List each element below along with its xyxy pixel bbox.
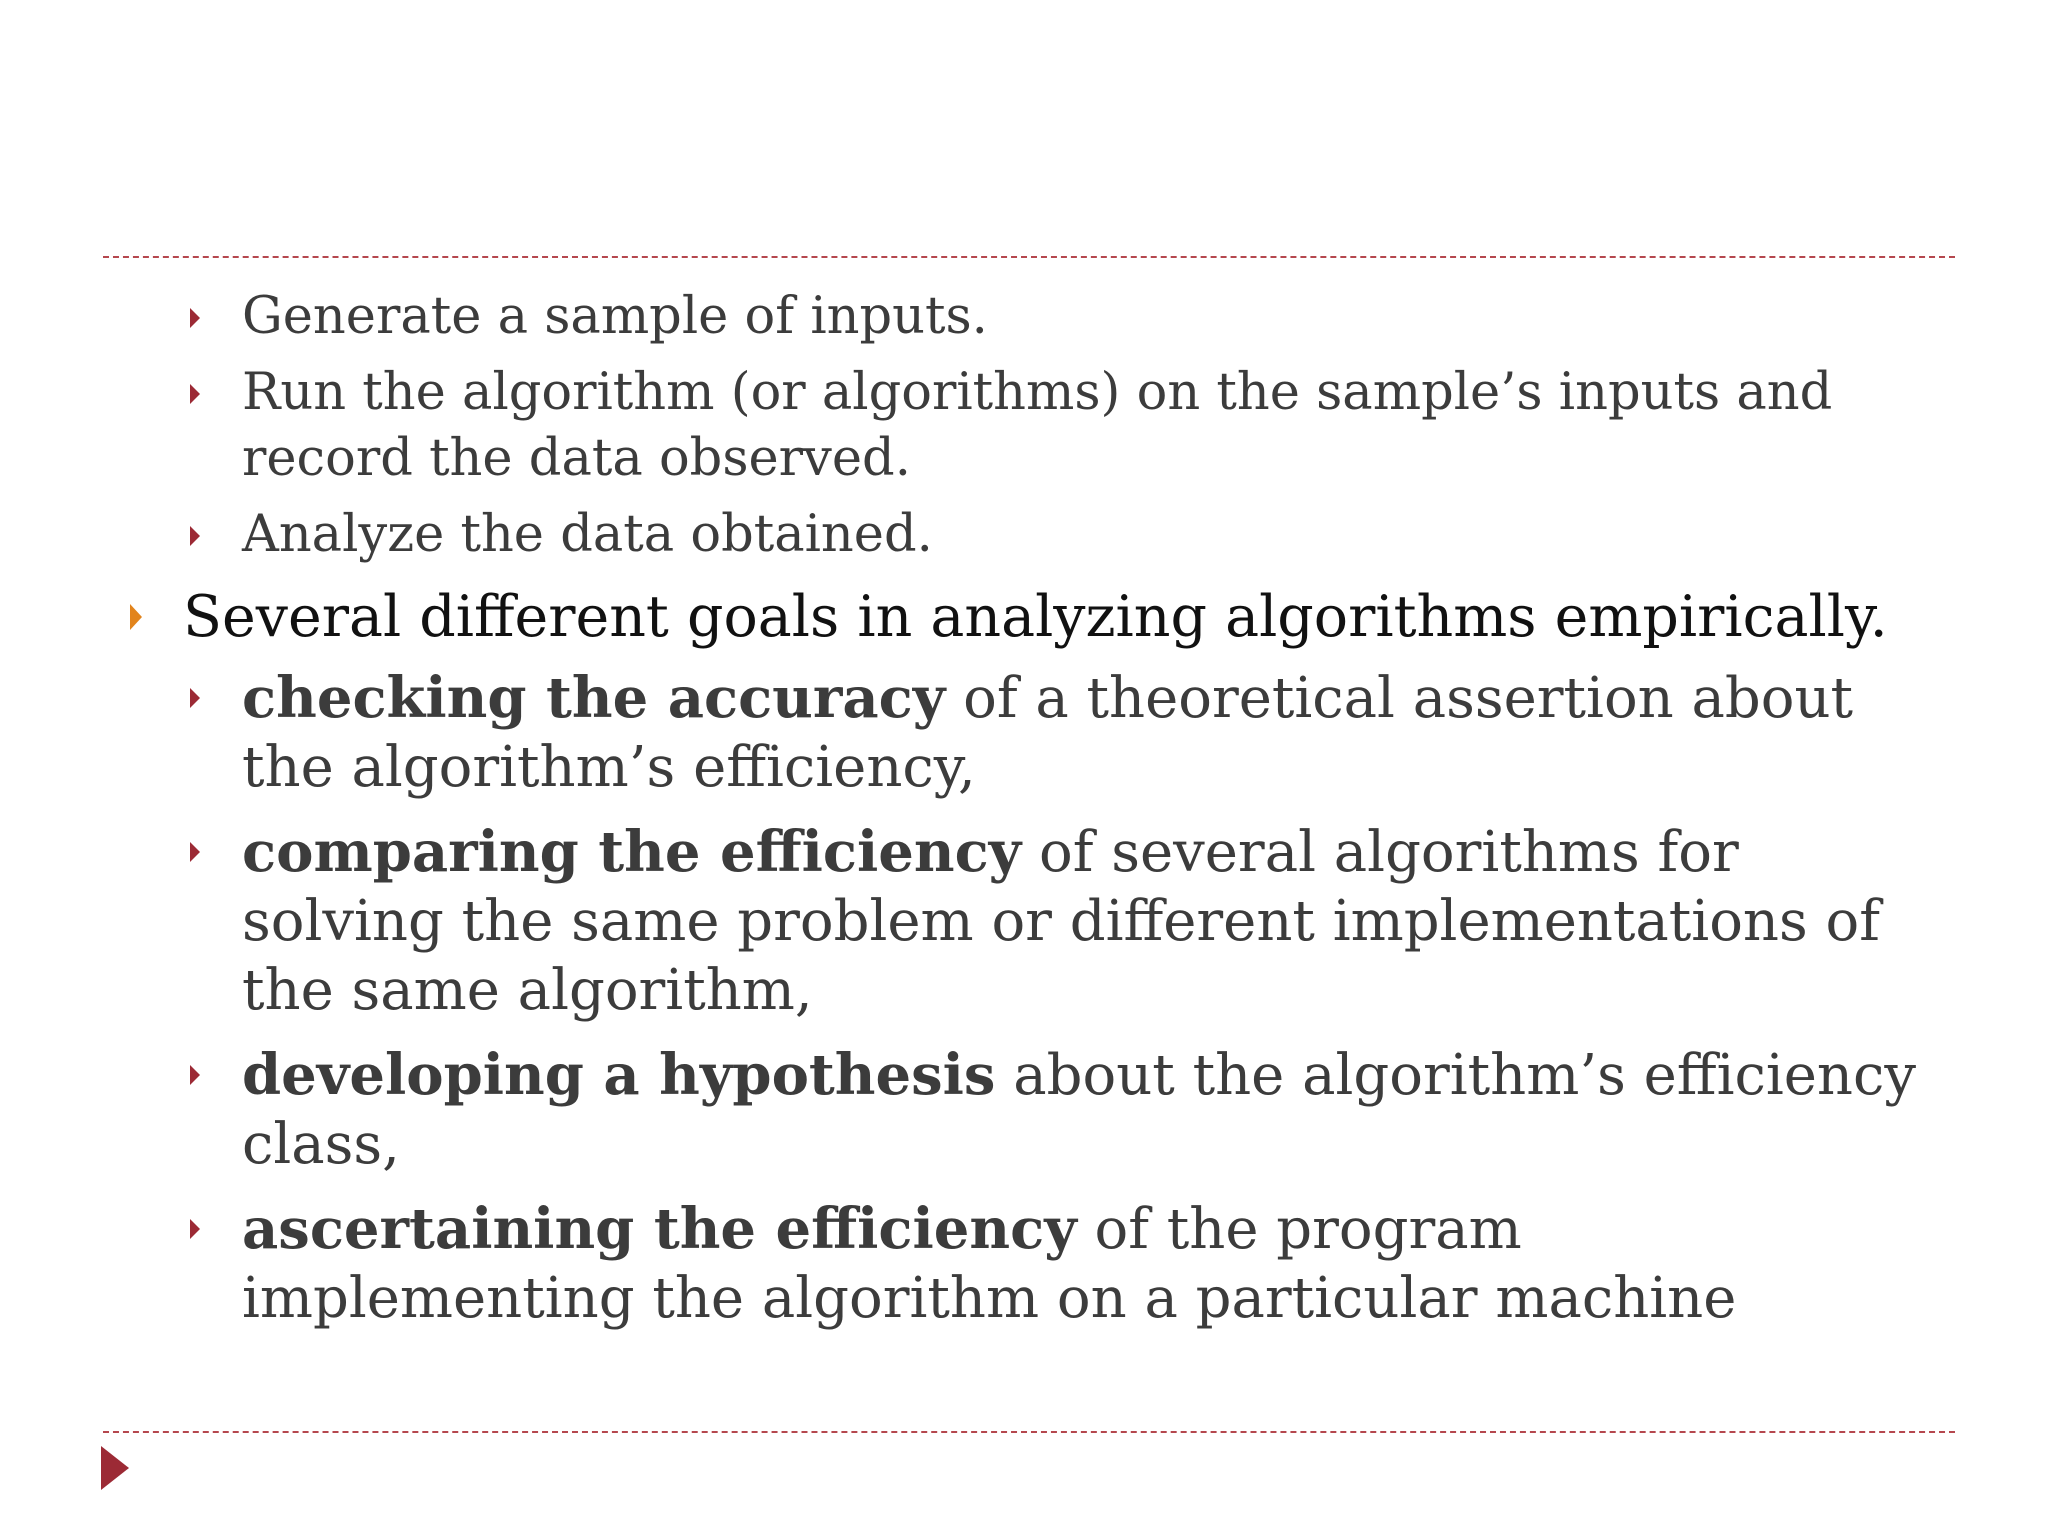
sub-bullet-icon [190,1065,200,1085]
goal-emphasis: comparing the efficiency [242,819,1022,885]
goal-item [242,1195,1932,1333]
goal-text: about the algorithm’s efficiency class, [242,1043,1916,1177]
goals-list [0,664,2048,1333]
sub-bullet-icon [190,842,200,862]
goal-item [242,664,1932,802]
main-bullet [183,580,1963,654]
goal-emphasis: ascertaining the efficiency [242,1196,1077,1262]
list-item-text: Generate a sample of inputs. [242,287,988,346]
goal-item [242,1041,1932,1179]
top-divider [103,256,1955,258]
goal-text: of a theoretical assertion about the algorithm’s efficiency, [242,666,1854,800]
list-item [242,284,1932,350]
list-item-text: Run the algorithm (or algorithms) on the sample’s inputs and record the data observed. [242,363,1833,488]
goal-emphasis: checking the accuracy [242,665,946,731]
goal-text: of several algorithms for solving the same problem or different implementations of the same algorithm, [242,820,1880,1023]
sub-bullet-icon [190,688,200,708]
goal-item [242,818,1932,1025]
sub-bullet-icon [190,1219,200,1239]
slide-body [0,284,2048,1333]
play-triangle-icon [101,1446,129,1490]
sub-bullet-icon [190,384,200,404]
goal-text: of the program implementing the algorithm on a particular machine [242,1197,1737,1331]
list-item [242,360,1932,492]
main-bullet-text: Several different goals in analyzing algorithms empirically. [183,584,1888,650]
bottom-divider [103,1431,1955,1433]
sub-bullet-icon [190,526,200,546]
goal-emphasis: developing a hypothesis [242,1042,996,1108]
list-item-text: Analyze the data obtained. [242,505,933,564]
sub-bullet-icon [190,308,200,328]
list-item [242,502,1932,568]
main-bullet-icon [130,604,142,630]
